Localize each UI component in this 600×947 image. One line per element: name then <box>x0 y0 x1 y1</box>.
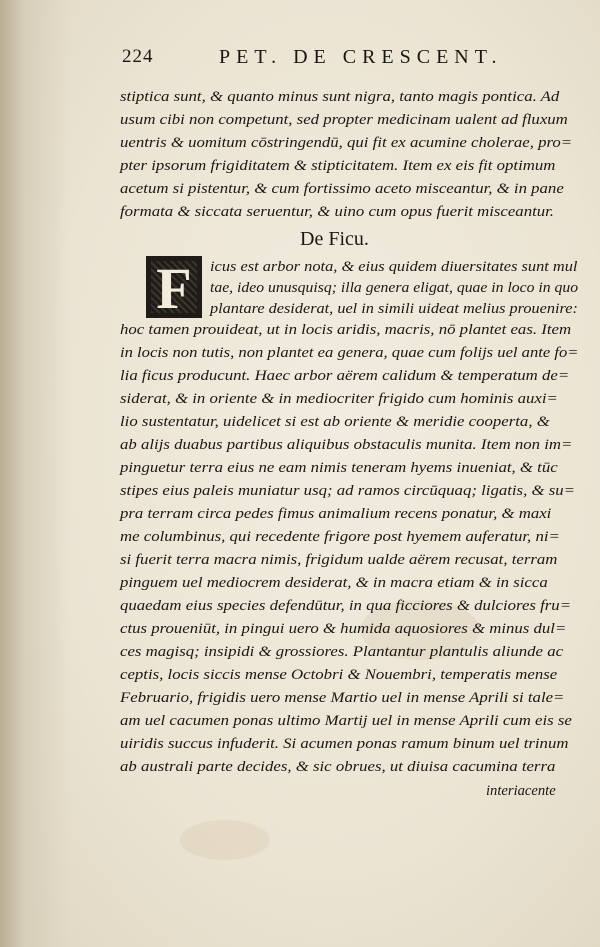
catchword: interiacente <box>486 783 556 799</box>
text-line: usum cibi non competunt, sed propter medicinam ualent ad fluxum <box>120 112 568 128</box>
page-number: 224 <box>122 46 154 67</box>
text-line: siderat, & in oriente & in mediocriter frigido cum hominis auxi= <box>120 391 558 407</box>
text-line: ceptis, locis siccis mense Octobri & Nouembri, temperatis mense <box>120 667 558 683</box>
text-line: ces magisq; insipidi & grossiores. Plantantur plantulis aliunde ac <box>120 644 564 660</box>
text-line: uentris & uomitum cōstringendū, qui fit ex acumine cholerae, pro= <box>120 135 573 151</box>
paper-stain <box>180 820 270 860</box>
text-line: ctus proueniūt, in pingui uero & humida aquosiores & minus dul= <box>120 621 567 637</box>
text-line: icus est arbor nota, & eius quidem diuersitates sunt mul <box>210 259 578 275</box>
text-line: quaedam eius species defendūtur, in qua ficciores & dulciores fru= <box>120 598 572 614</box>
page-gutter-shadow <box>0 0 70 947</box>
text-line: lio sustentatur, uidelicet si est ab oriente & meridie cooperta, & <box>120 414 550 430</box>
text-line: pinguetur terra eius ne eam nimis teneram hyems inueniat, & tūc <box>120 460 558 476</box>
text-line: Februario, frigidis uero mense Martio uel in mense Aprili si tale= <box>120 690 565 706</box>
decorated-initial <box>146 256 202 321</box>
text-line: tae, ideo unusquisq; illa genera eligat, quae in loco in quo <box>210 280 579 296</box>
text-line: stiptica sunt, & quanto minus sunt nigra, tanto magis pontica. Ad <box>120 89 560 105</box>
running-header <box>114 46 554 76</box>
text-line: ab alijs duabus partibus aliquibus obstaculis munita. Item non im= <box>120 437 573 453</box>
text-line: in locis non tutis, non plantet ea genera, quae cum folijs uel ante fo= <box>120 345 579 361</box>
text-line: plantare desiderat, uel in simili uideat melius prouenire: <box>210 301 578 317</box>
text-line: uiridis succus infuderit. Si acumen ponas ramum binum uel trinum <box>120 736 569 752</box>
text-line: me columbinus, qui recedente frigore post hyemem auferatur, ni= <box>120 529 560 545</box>
initial-letter: F <box>156 256 192 321</box>
running-title: PET. DE CRESCENT. <box>219 46 503 68</box>
text-line: pinguem uel mediocrem desiderat, & in macra etiam & in sicca <box>120 575 548 591</box>
text-line: si fuerit terra macra nimis, frigidum ualde aërem recusat, terram <box>120 552 558 568</box>
text-line: am uel cacumen ponas ultimo Martij uel in mense Aprili cum eis se <box>120 713 572 729</box>
text-line: pra terram circa pedes fimus animalium recens ponatur, & maxi <box>120 506 552 522</box>
text-line: stipes eius paleis muniatur usq; ad ramos circūquaq; ligatis, & su= <box>120 483 575 499</box>
text-line: formata & siccata seruentur, & uino cum opus fuerit misceantur. <box>120 204 555 220</box>
text-line: hoc tamen prouideat, ut in locis aridis, macris, nō plantet eas. Item <box>120 322 572 338</box>
section-heading: De Ficu. <box>300 228 369 250</box>
text-line: lia ficus producunt. Haec arbor aërem calidum & temperatum de= <box>120 368 570 384</box>
text-line: pter ipsorum frigiditatem & stipticitatem. Item ex eis fit optimum <box>120 158 556 174</box>
text-line: ab australi parte decides, & sic obrues, ut diuisa cacumina terra <box>120 759 556 775</box>
text-line: acetum si pistentur, & cum fortissimo aceto misceantur, & in pane <box>120 181 564 197</box>
